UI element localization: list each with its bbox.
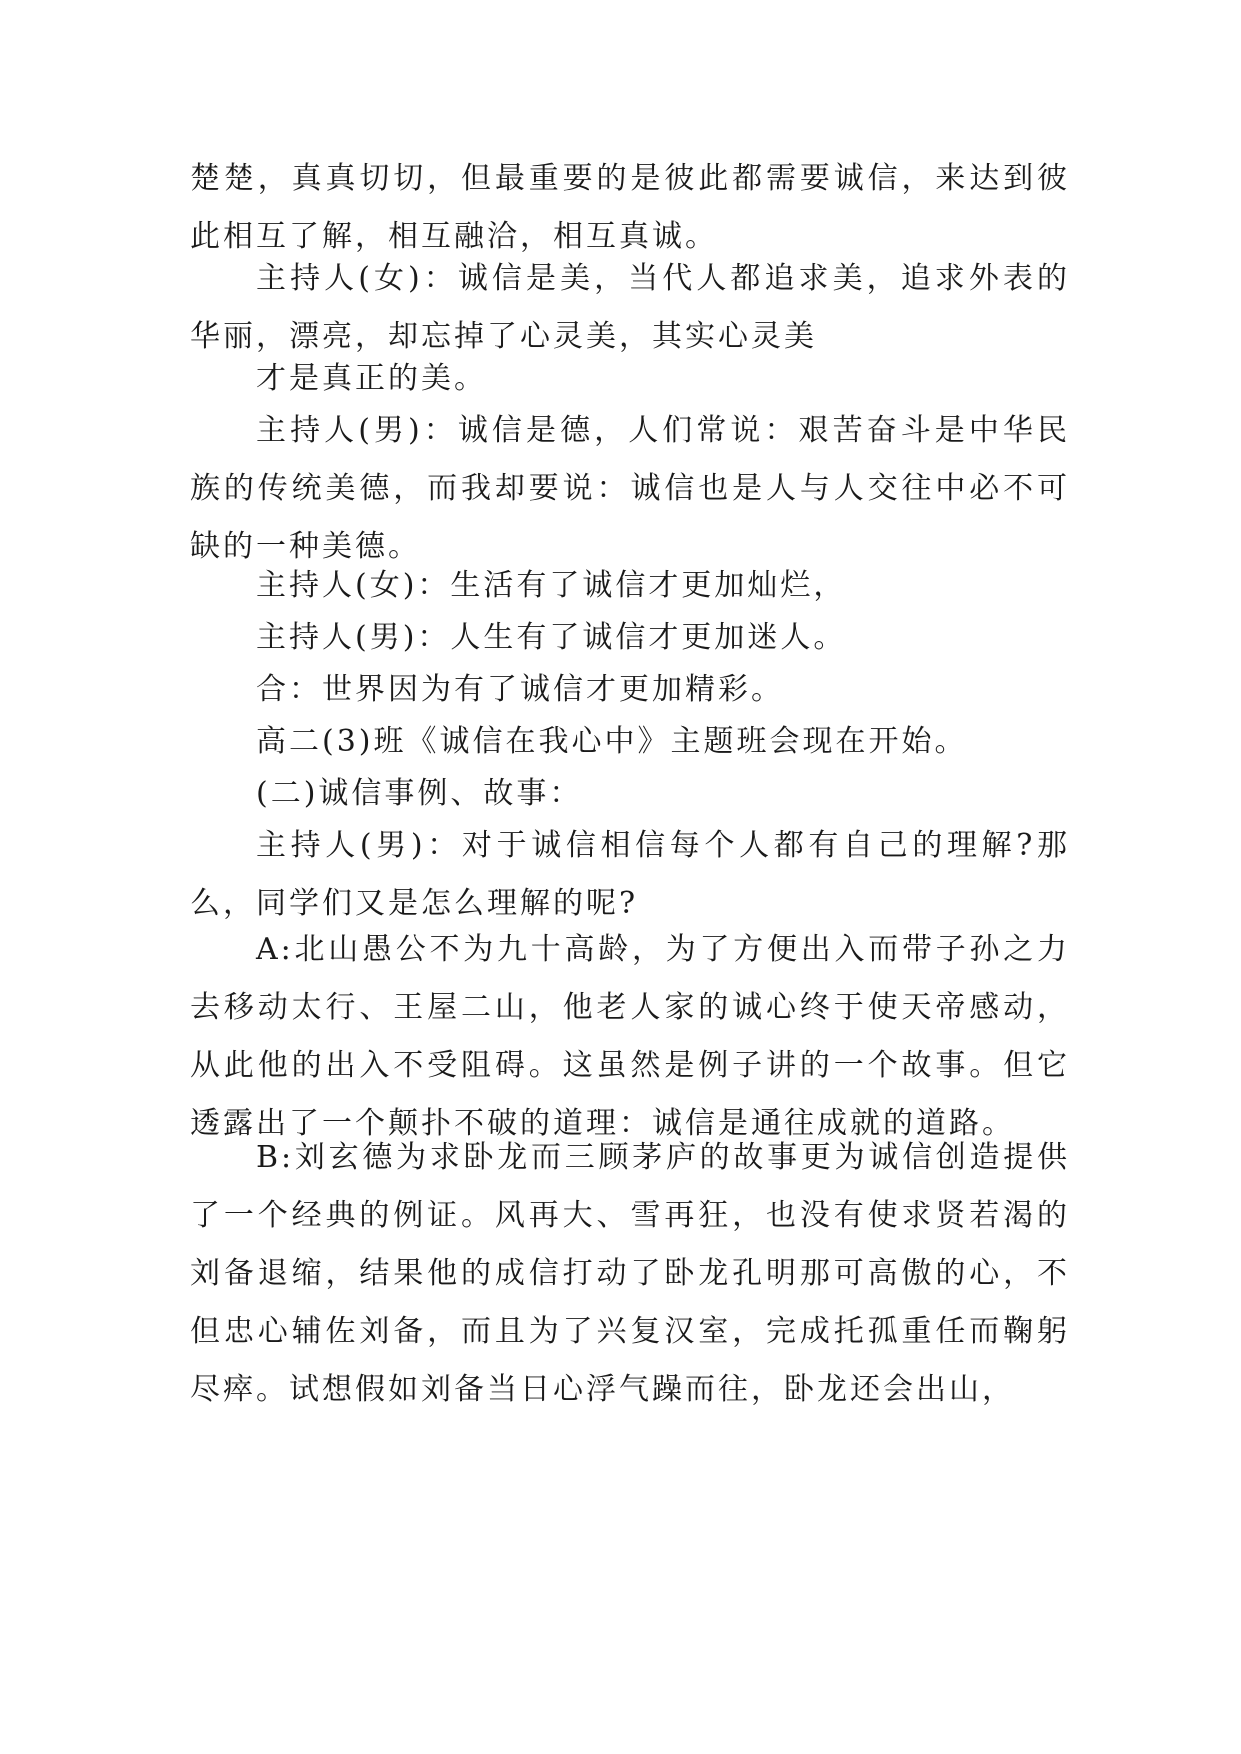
- section-heading-examples: (二)诚信事例、故事：: [256, 776, 583, 811]
- paragraph-example-b: B:刘玄德为求卧龙而三顾茅庐的故事更为诚信创造提供了一个经典的例证。风再大、雪再狂，也没有使求贤若渴的刘备退缩，结果他的成信打动了卧龙孔明那可高傲的心，不但忠心辅佐刘备，而且为了兴复汉室，完成托孤重任而鞠躬尽瘁。试想假如刘备当日心浮气躁而往，卧龙还会出山，: [190, 1140, 1070, 1407]
- paragraph-true-beauty: 才是真正的美。: [256, 361, 487, 396]
- paragraph-host-female-beauty: 主持人(女)：诚信是美，当代人都追求美，追求外表的华丽，漂亮，却忘掉了心灵美，其实心灵美: [190, 261, 1070, 354]
- paragraph-host-male-question: 主持人(男)：对于诚信相信每个人都有自己的理解?那么，同学们又是怎么理解的呢?: [190, 828, 1070, 921]
- paragraph-host-male-life: 主持人(男)：人生有了诚信才更加迷人。: [256, 620, 847, 655]
- paragraph-example-a: A:北山愚公不为九十高龄，为了方便出入而带子孙之力去移动太行、王屋二山，他老人家的诚心终于使天帝感动，从此他的出入不受阻碍。这虽然是例子讲的一个故事。但它透露出了一个颠扑不破的道理：诚信是通往成就的道路。: [190, 932, 1070, 1141]
- paragraph-meeting-start: 高二(3)班《诚信在我心中》主题班会现在开始。: [256, 724, 968, 759]
- paragraph-host-female-life: 主持人(女)：生活有了诚信才更加灿烂，: [256, 568, 847, 603]
- paragraph-host-male-virtue: 主持人(男)：诚信是德，人们常说：艰苦奋斗是中华民族的传统美德，而我却要说：诚信也是人与人交往中必不可缺的一种美德。: [190, 413, 1070, 564]
- paragraph-together: 合：世界因为有了诚信才更加精彩。: [256, 672, 784, 707]
- paragraph-continued: 楚楚，真真切切，但最重要的是彼此都需要诚信，来达到彼此相互了解，相互融洽，相互真诚。: [190, 161, 1070, 254]
